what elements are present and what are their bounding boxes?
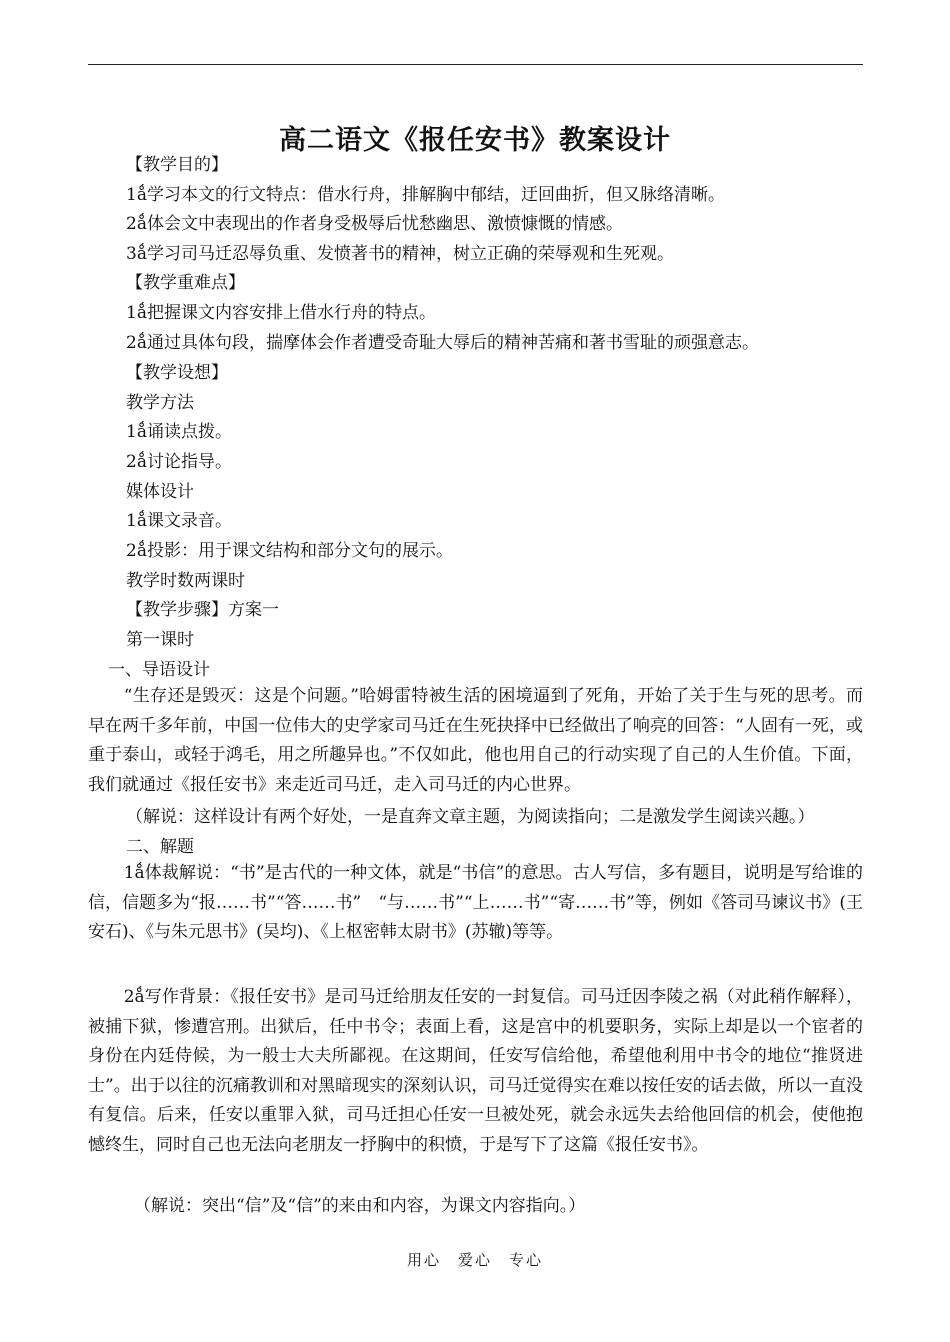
objective-heading: 【教学目的】 (126, 155, 228, 175)
key-item: 1ǻ把握课文内容安排上借水行舟的特点。 (126, 303, 436, 323)
title-heading: 二、解题 (126, 837, 194, 857)
key-heading: 【教学重难点】 (126, 273, 245, 293)
method-heading: 教学方法 (126, 393, 194, 413)
intro-note: （解说：这样设计有两个好处，一是直奔文章主题，为阅读指向；二是激发学生阅读兴趣。） (126, 807, 815, 827)
media-item: 1ǻ课文录音。 (126, 511, 232, 531)
teaching-hours: 教学时数两课时 (126, 571, 245, 591)
objective-item: 3ǻ学习司马迁忍辱负重、发愤著书的精神，树立正确的荣辱观和生死观。 (126, 244, 674, 264)
lesson-heading: 第一课时 (126, 630, 194, 650)
header-rule (88, 64, 863, 65)
objective-item: 1ǻ学习本文的行文特点：借水行舟，排解胸中郁结，迂回曲折，但又脉络清晰。 (126, 185, 725, 205)
method-item: 2ǻ讨论指导。 (126, 452, 232, 472)
page-footer: 用心 爱心 专心 (406, 1251, 543, 1269)
concept-heading: 【教学设想】 (126, 363, 228, 383)
intro-paragraph: “生存还是毁灭：这是个问题。”哈姆雷特被生活的困境逼到了死角，开始了关于生与死的思考。而早在两千多年前，中国一位伟大的史学家司马迁在生死抉择中已经做出了响亮的回答：“人固有一死，或重于泰山，或轻于鸿毛，用之所趣异也。”不仅如此，他也用自己的行动实现了自己的人生价值。下面，我们就通过《报任安书》来走近司马迁，走入司马迁的内心世界。 (88, 686, 863, 795)
background-paragraph: 2ǻ写作背景：《报任安书》是司马迁给朋友任安的一封复信。司马迁因李陵之祸（对此稍作解释），被捕下狱，惨遭宫刑。出狱后，任中书令；表面上看，这是宫中的机要职务，实际上却是以一个宦者的身份在内廷侍候，为一般士大夫所鄙视。在这期间，任安写信给他，希望他利用中书令的地位“推贤进士”。出于以往的沉痛教训和对黑暗现实的深刻认识，司马迁觉得实在难以按任安的话去做，所以一直没有复信。后来，任安以重罪入狱，司马迁担心任安一旦被处死，就会永远失去给他回信的机会，使他抱憾终生，同时自己也无法向老朋友一抒胸中的积愤，于是写下了这篇《报任安书》。 (88, 987, 863, 1155)
media-item: 2ǻ投影：用于课文结构和部分文句的展示。 (126, 541, 453, 561)
steps-heading: 【教学步骤】方案一 (126, 600, 279, 620)
media-heading: 媒体设计 (126, 482, 194, 502)
key-item: 2ǻ通过具体句段，揣摩体会作者遭受奇耻大辱后的精神苦痛和著书雪耻的顽强意志。 (126, 333, 759, 353)
intro-heading: 一、导语设计 (108, 660, 210, 680)
document-title: 高二语文《报任安书》教案设计 (279, 125, 671, 156)
method-item: 1ǻ诵读点拨。 (126, 422, 232, 442)
objective-item: 2ǻ体会文中表现出的作者身受极辱后忧愁幽思、激愤慷慨的情感。 (126, 214, 623, 234)
background-note: （解说：突出“信”及“信”的来由和内容，为课文内容指向。） (134, 1196, 586, 1216)
genre-paragraph: 1ǻ体裁解说：“书”是古代的一种文体，就是“书信”的意思。古人写信，多有题目，说明是写给谁的信，信题多为“报……书”“答……书” “与……书”“上……书”“寄……书”等，例如《答司马谏议书》(王安石)、《与朱元思书》(吴均)、《上枢密韩太尉书》(苏辙)等等。 (88, 863, 863, 942)
